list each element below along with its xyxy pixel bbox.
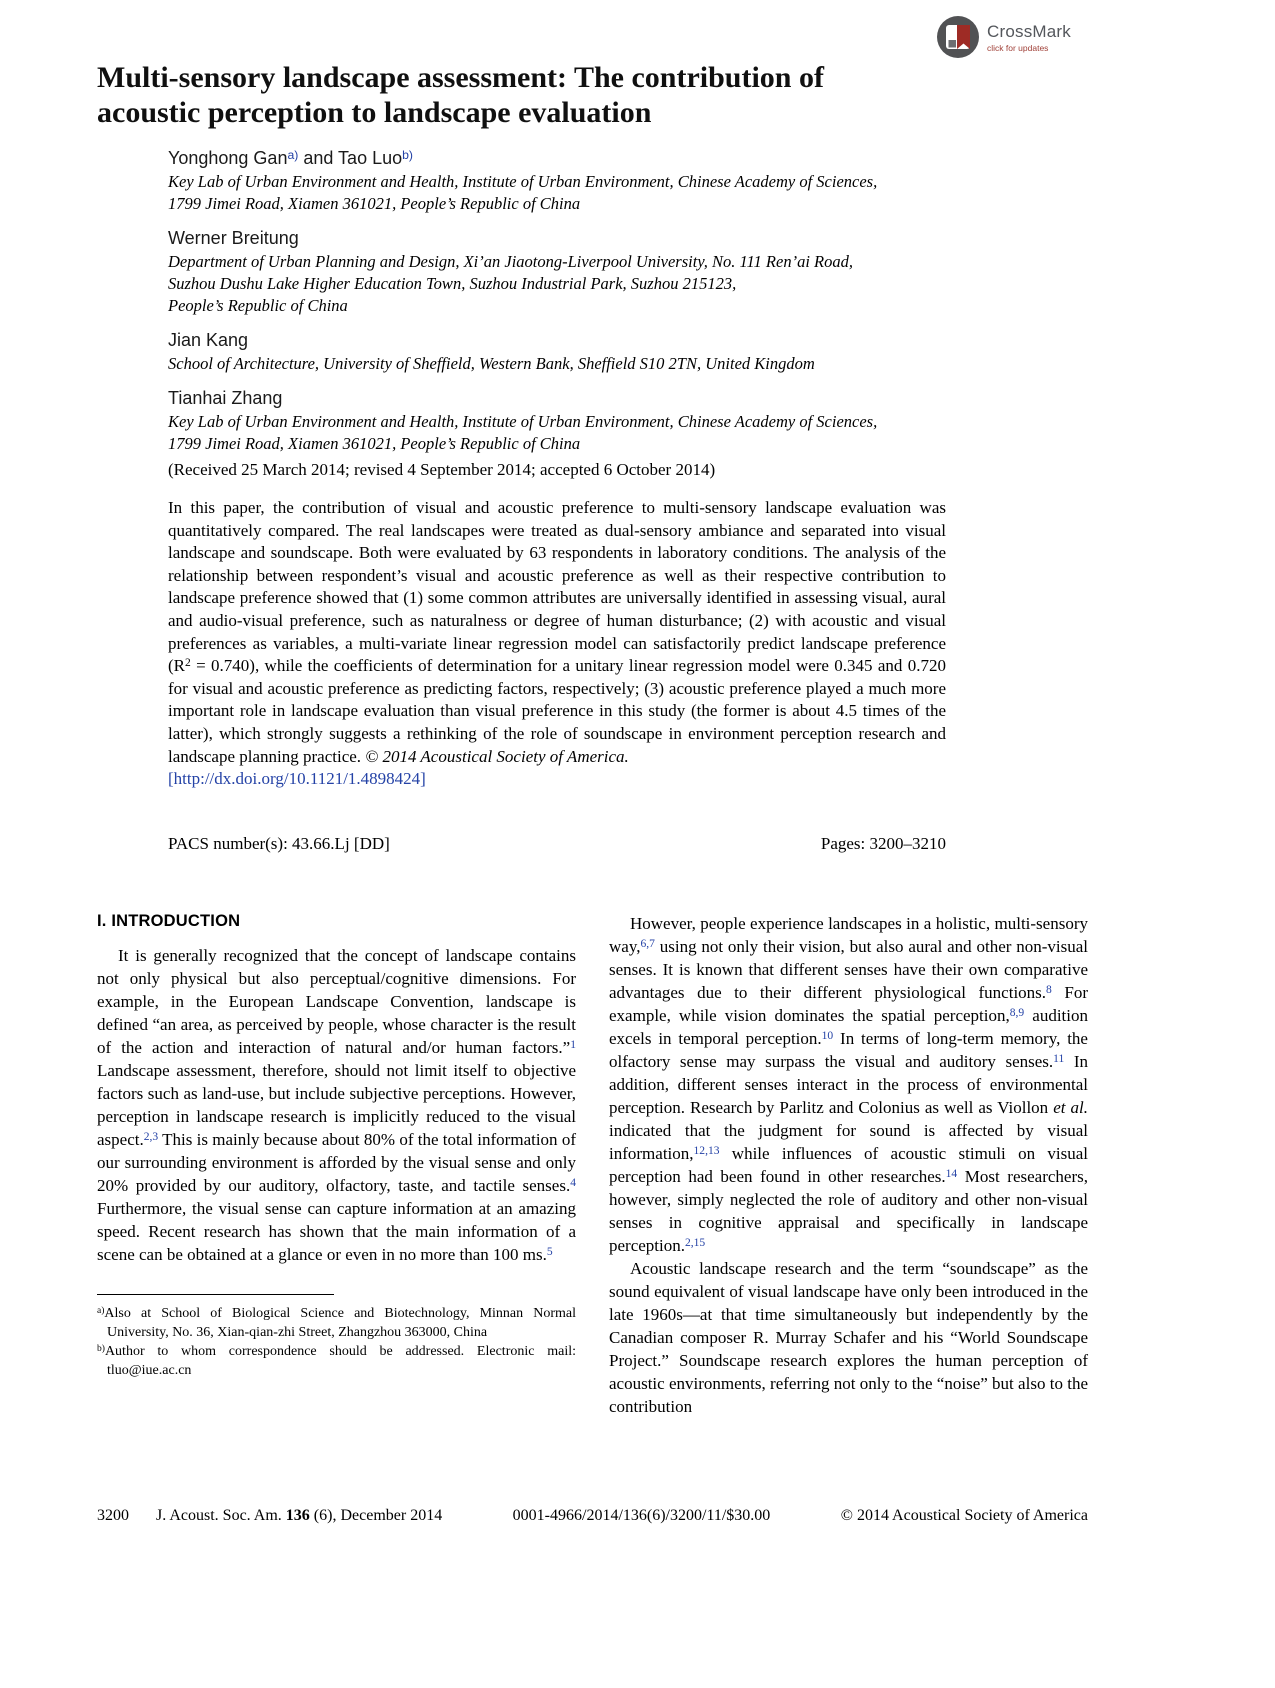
- paper-title: Multi-sensory landscape assessment: The contribution of acoustic perception to landscape evaluation: [97, 61, 824, 129]
- footer-issn-code: 0001-4966/2014/136(6)/3200/11/$30.00: [512, 1507, 771, 1524]
- footnote-marker: 2: [185, 655, 191, 669]
- pacs-number: PACS number(s): 43.66.Lj [DD]: [168, 834, 390, 853]
- intro-paragraph-1: It is generally recognized that the concept of landscape contains not only physical but also perceptual/cognitive dimensions. For example, in the European Landscape Convention, landscape is defined “an area, as perceived by people, whose character is the result of the action and interaction of natural and/or human factors.”$^1$ Landscape assessment, therefore, should not limit itself to objective factors such as land-use, but include subjective perceptions. However, perception in landscape research is implicitly reduced to the visual aspect.$^{2,3}$ This is mainly because about 80% of the total information of our surrounding environment is afforded by the visual sense and only 20% provided by our auditory, olfactory, taste, and tactile senses.$^4$ Furthermore, the visual sense can capture information at an amazing speed. Recent research has shown that the main information of a scene can be obtained at a glance or even in no more than 100 ms.$^5$: [97, 946, 576, 1264]
- author-name: Jian Kang: [168, 330, 249, 350]
- author-block-2: [168, 226, 998, 317]
- footnote-b: $^{b)}$Author to whom correspondence should be addressed. Electronic mail: tluo@iue.ac.cn: [97, 1343, 576, 1378]
- footnote-divider: [97, 1294, 334, 1295]
- citation-ref[interactable]: 5: [546, 1244, 553, 1258]
- author-affiliation: School of Architecture, University of Sheffield, Western Bank, Sheffield S10 2TN, United Kingdom: [168, 354, 815, 373]
- intro-paragraph-3: Acoustic landscape research and the term “soundscape” as the sound equivalent of visual landscape have only been introduced in the late 1960s—at that time simultaneously but independently by the Canadian composer R. Murray Schafer and his “World Soundscape Project.” Soundscape research explores the human perception of acoustic environments, referring not only to the “noise” but also to the contribution: [609, 1259, 1088, 1416]
- crossmark-text: [987, 22, 1071, 53]
- author-affiliation: Key Lab of Urban Environment and Health, Institute of Urban Environment, Chinese Academy of Sciences,: [168, 412, 878, 431]
- crossmark-icon: [936, 15, 980, 59]
- footnote-marker: a): [97, 1305, 105, 1316]
- footer-copyright: © 2014 Acoustical Society of America: [840, 1507, 1088, 1524]
- abstract-section: [168, 497, 946, 791]
- author-affiliation: Department of Urban Planning and Design, Xi’an Jiaotong-Liverpool University, No. 111 Ren’ai Road,: [168, 252, 853, 271]
- footer-citation: J. Acoust. Soc. Am. 136 (6), December 2014: [156, 1507, 443, 1524]
- left-column: [97, 912, 576, 1418]
- author-affiliation: 1799 Jimei Road, Xiamen 361021, People’s Republic of China: [168, 434, 581, 453]
- intro-paragraph-2: However, people experience landscapes in a holistic, multi-sensory way,$^{6,7}$ using not only their vision, but also aural and other non-visual senses. It is known that different senses have their own comparative advantages due to their different physiological functions.$^8$ For example, while vision dominates the spatial perception,$^{8,9}$ audition excels in temporal perception.$^{10}$ In terms of long-term memory, the olfactory sense may surpass the visual and auditory senses.$^{11}$ In addition, different senses interact in the process of environmental perception. Research by Parlitz and Colonius as well as Viollon et al. indicated that the judgment for sound is affected by visual information,$^{12,13}$ while influences of acoustic stimuli on visual perception had been found in other researches.$^{14}$ Most researchers, however, simply neglected the role of auditory and other non-visual senses in cognitive appraisal and specifically in landscape perception.$^{2,15}$: [609, 914, 1088, 1255]
- citation-ref[interactable]: 1: [570, 1037, 576, 1051]
- crossmark-label: CrossMark: [987, 21, 1071, 41]
- body-columns: [97, 912, 1088, 1418]
- author-affiliation: People’s Republic of China: [168, 296, 348, 315]
- footer-left: [97, 1507, 442, 1525]
- citation-ref[interactable]: 11: [1053, 1051, 1065, 1065]
- citation-ref[interactable]: 14: [945, 1166, 958, 1180]
- author-block-4: [168, 386, 998, 455]
- author-name: Yonghong Gan$^{a)}$ and Tao Luo$^{b)}$: [168, 147, 413, 168]
- page-footer: [97, 1507, 1088, 1525]
- author-name: Werner Breitung: [168, 228, 299, 248]
- received-dates: (Received 25 March 2014; revised 4 September 2014; accepted 6 October 2014): [168, 460, 716, 479]
- crossmark-badge[interactable]: [936, 15, 1071, 59]
- crossmark-sublabel: click for updates: [987, 42, 1049, 53]
- citation-ref[interactable]: 6,7: [640, 936, 655, 950]
- doi-link[interactable]: [http://dx.doi.org/10.1121/1.4898424]: [168, 769, 426, 789]
- author-affiliation: Key Lab of Urban Environment and Health, Institute of Urban Environment, Chinese Academy of Sciences,: [168, 172, 878, 191]
- author-name: Tianhai Zhang: [168, 388, 283, 408]
- author-list: [168, 146, 998, 455]
- right-column: [609, 912, 1088, 1418]
- section-heading-introduction: I. INTRODUCTION: [97, 912, 241, 930]
- footnote-marker: b): [97, 1343, 105, 1354]
- citation-ref[interactable]: 10: [821, 1028, 834, 1042]
- citation-ref[interactable]: 4: [570, 1175, 576, 1189]
- footnote-a: $^{a)}$Also at School of Biological Science and Biotechnology, Minnan Normal University, No. 36, Xian-qian-zhi Street, Zhangzhou 363000, China: [97, 1305, 576, 1340]
- citation-ref[interactable]: 2,15: [685, 1235, 706, 1249]
- citation-ref[interactable]: a): [287, 147, 299, 162]
- citation-ref[interactable]: b): [402, 147, 413, 162]
- author-block-1: [168, 146, 998, 215]
- author-affiliation: 1799 Jimei Road, Xiamen 361021, People’s Republic of China: [168, 194, 581, 213]
- citation-ref[interactable]: 8: [1046, 982, 1052, 996]
- abstract-text: In this paper, the contribution of visual and acoustic preference to multi-sensory landscape evaluation was quantitatively compared. The real landscapes were treated as dual-sensory ambiance and separated into visual landscape and soundscape. Both were evaluated by 63 respondents in laboratory conditions. The analysis of the relationship between respondent’s visual and acoustic preference as well as their respective contribution to landscape preference showed that (1) some common attributes are universally identified in assessing visual, aural and audio-visual preference, such as naturalness or degree of human disturbance; (2) with acoustic and visual preferences as variables, a multi-variate linear regression model can satisfactorily predict landscape preference $(R^2 = 0.740)$, while the coefficients of determination for a unitary linear regression model were 0.345 and 0.720 for visual and acoustic preference as predicting factors, respectively; (3) acoustic preference played a much more important role in landscape evaluation than visual preference in this study (the former is about 4.5 times of the latter), which strongly suggests a rethinking of the role of soundscape in environment perception research and landscape planning practice. © 2014 Acoustical Society of America.: [168, 498, 946, 766]
- footer-page-number: 3200: [97, 1507, 129, 1524]
- pages-range: Pages: 3200–3210: [820, 834, 946, 853]
- author-block-3: [168, 328, 998, 375]
- author-affiliation: Suzhou Dushu Lake Higher Education Town, Suzhou Industrial Park, Suzhou 215123,: [168, 274, 737, 293]
- citation-ref[interactable]: 8,9: [1009, 1005, 1025, 1019]
- citation-ref[interactable]: 12,13: [693, 1143, 720, 1157]
- pacs-row: [168, 834, 946, 854]
- citation-ref[interactable]: 2,3: [143, 1129, 159, 1143]
